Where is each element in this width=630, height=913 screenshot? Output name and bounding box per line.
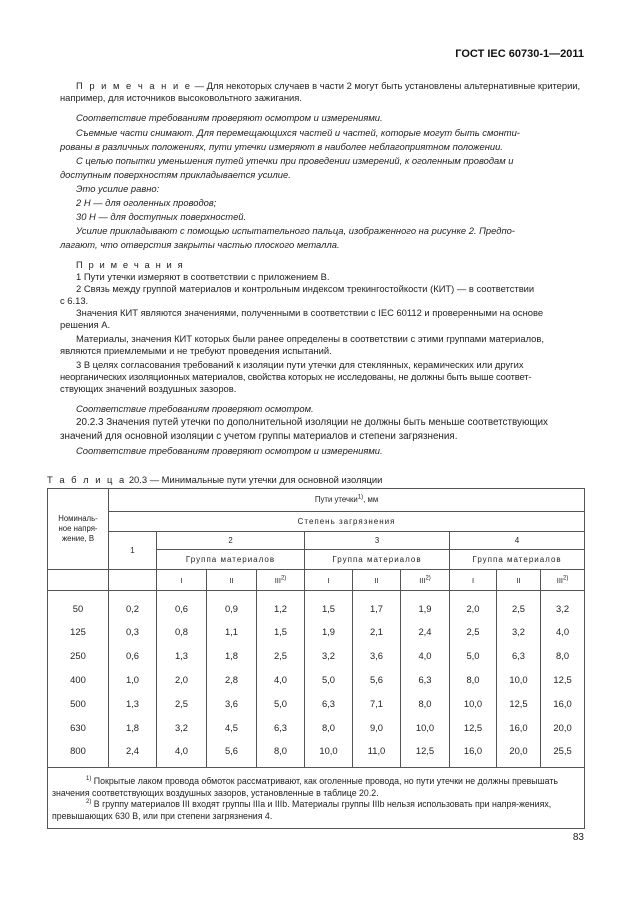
paragraph: Соответствие требованиям проверяют осмотром. xyxy=(76,403,314,414)
value-cell: 1,9 xyxy=(401,591,450,620)
notes-title: П р и м е ч а н и я xyxy=(76,259,185,270)
footnote-ref: 2) xyxy=(425,575,431,581)
group-iii-header xyxy=(401,570,450,591)
value-cell: 11,0 xyxy=(353,740,401,768)
value-cell: 1,8 xyxy=(109,716,157,740)
value-cell: 1,8 xyxy=(207,644,257,668)
table-row xyxy=(48,716,585,740)
value-cell: 0,9 xyxy=(207,591,257,620)
note-line: например, для источников высоковольтного зажигания. xyxy=(60,92,302,103)
table-row xyxy=(48,668,585,692)
note-text: — Для некоторых случаев в части 2 могут быть установлены альтернативные критерии, xyxy=(192,80,581,91)
value-cell: 3,6 xyxy=(353,644,401,668)
value-cell: 1,5 xyxy=(257,620,305,644)
value-cell: 2,5 xyxy=(157,692,207,716)
voltage-cell: 400 xyxy=(48,668,109,692)
header-spacer xyxy=(109,570,157,591)
voltage-cell: 50 xyxy=(48,591,109,620)
value-cell: 5,6 xyxy=(207,740,257,768)
value-cell: 4,0 xyxy=(157,740,207,768)
note-item: неорганических изоляционных материалов, свойства которых не исследованы, не должны быть выше соответ- xyxy=(60,371,532,382)
group-ii-header: II xyxy=(497,570,541,591)
value-cell: 2,1 xyxy=(353,620,401,644)
note-item: Материалы, значения КИТ которых были ранее определены в соответствии с этими группами материалов, xyxy=(76,333,544,344)
value-cell: 16,0 xyxy=(450,740,497,768)
value-cell: 2,5 xyxy=(257,644,305,668)
note-label: П р и м е ч а н и е xyxy=(76,80,193,91)
page-number: 83 xyxy=(572,832,584,843)
value-cell: 16,0 xyxy=(497,716,541,740)
paragraph: Это усилие равно: xyxy=(76,183,160,194)
value-cell: 6,3 xyxy=(401,668,450,692)
value-cell: 12,5 xyxy=(401,740,450,768)
value-cell: 5,6 xyxy=(353,668,401,692)
pollution-degree-3: 3 xyxy=(305,532,450,550)
footnote-mark: 2) xyxy=(86,799,92,806)
value-cell: 0,6 xyxy=(109,644,157,668)
value-cell: 3,2 xyxy=(541,591,585,620)
group-i-header: I xyxy=(305,570,353,591)
paragraph: 2 Н — для оголенных проводов; xyxy=(76,197,217,208)
value-cell: 2,5 xyxy=(497,591,541,620)
paragraph: 20.2.3 Значения путей утечки по дополнительной изоляции не должны быть меньше соответствующих xyxy=(76,417,548,428)
note-item: решения А. xyxy=(60,319,111,330)
paragraph: Съемные части снимают. Для перемещающихся частей и частей, которые могут быть смонти- xyxy=(76,127,520,138)
value-cell: 4,0 xyxy=(401,644,450,668)
group-i-header: I xyxy=(450,570,497,591)
value-cell: 1,5 xyxy=(305,591,353,620)
value-cell: 0,3 xyxy=(109,620,157,644)
value-cell: 1,2 xyxy=(257,591,305,620)
table-row xyxy=(48,644,585,668)
note-item: Значения КИТ являются значениями, полученными в соответствии с IEC 60112 и проверенными на основе xyxy=(76,307,544,318)
note-item: ствующих значений воздушных зазоров. xyxy=(60,383,237,394)
value-cell: 2,0 xyxy=(450,591,497,620)
value-cell: 8,0 xyxy=(541,644,585,668)
voltage-cell: 800 xyxy=(48,740,109,768)
value-cell: 1,7 xyxy=(353,591,401,620)
value-cell: 6,3 xyxy=(305,692,353,716)
header-spacer xyxy=(48,570,109,591)
pollution-degree-2: 2 xyxy=(157,532,305,550)
value-cell: 4,5 xyxy=(207,716,257,740)
group-iii-label: III xyxy=(419,575,426,585)
value-cell: 7,1 xyxy=(353,692,401,716)
footnote-1 xyxy=(52,776,580,799)
value-cell: 8,0 xyxy=(401,692,450,716)
value-cell: 2,0 xyxy=(157,668,207,692)
table-row xyxy=(48,620,585,644)
creepage-table xyxy=(47,488,585,829)
value-cell: 1,0 xyxy=(109,668,157,692)
value-cell: 12,5 xyxy=(450,716,497,740)
footnote-ref: 2) xyxy=(563,575,569,581)
value-cell: 3,2 xyxy=(305,644,353,668)
paragraph: 30 Н — для доступных поверхностей. xyxy=(76,211,247,222)
creepage-header xyxy=(109,489,585,512)
paragraph: С целью попытки уменьшения путей утечки при проведении измерений, к оголенным проводам и xyxy=(76,155,514,166)
footnote-ref: 1) xyxy=(357,494,364,501)
paragraph: доступным поверхностям прикладывается усилие. xyxy=(60,169,291,180)
value-cell: 20,0 xyxy=(497,740,541,768)
footnote-ref: 2) xyxy=(280,575,287,581)
value-cell: 12,5 xyxy=(497,692,541,716)
group-iii-label: III xyxy=(274,575,281,585)
material-group-header: Группа материалов xyxy=(157,550,305,570)
value-cell: 16,0 xyxy=(541,692,585,716)
group-ii-header: II xyxy=(353,570,401,591)
voltage-cell: 500 xyxy=(48,692,109,716)
value-cell: 10,0 xyxy=(305,740,353,768)
value-cell: 1,3 xyxy=(109,692,157,716)
table-caption xyxy=(47,474,382,485)
note-item: 1 Пути утечки измеряют в соответствии с приложением В. xyxy=(76,271,330,282)
voltage-cell: 125 xyxy=(48,620,109,644)
value-cell: 1,3 xyxy=(157,644,207,668)
value-cell: 3,2 xyxy=(157,716,207,740)
note-item: с 6.13. xyxy=(60,295,89,306)
paragraph: Соответствие требованиям проверяют осмотром и измерениями. xyxy=(76,112,383,123)
table-caption-text: 20.3 — Минимальные пути утечки для основной изоляции xyxy=(126,474,383,485)
value-cell: 8,0 xyxy=(450,668,497,692)
value-cell: 1,9 xyxy=(305,620,353,644)
value-cell: 25,5 xyxy=(541,740,585,768)
value-cell: 1,1 xyxy=(207,620,257,644)
value-cell: 0,2 xyxy=(109,591,157,620)
value-cell: 12,5 xyxy=(541,668,585,692)
value-cell: 4,0 xyxy=(257,668,305,692)
value-cell: 2,5 xyxy=(450,620,497,644)
footnote-mark: 1) xyxy=(86,776,92,783)
material-group-header: Группа материалов xyxy=(305,550,450,570)
value-cell: 10,0 xyxy=(497,668,541,692)
group-ii-header: II xyxy=(207,570,257,591)
note-item: 3 В целях согласования требований к изоляции пути утечки для стеклянных, керамических или других xyxy=(76,359,524,370)
value-cell: 2,8 xyxy=(207,668,257,692)
footnote-text: Покрытые лаком провода обмоток рассматривают, как оголенные провода, но пути утечки не должны превышать значения соответствующих воздушных зазоров, установленные в таблице 20.2. xyxy=(52,776,558,798)
value-cell: 2,4 xyxy=(109,740,157,768)
document-header: ГОСТ IEC 60730-1—2011 xyxy=(455,48,584,60)
paragraph: Соответствие требованиям проверяют осмотром и измерениями. xyxy=(76,445,383,456)
pollution-degree-1: 1 xyxy=(109,532,157,570)
value-cell: 9,0 xyxy=(353,716,401,740)
table-row xyxy=(48,740,585,768)
voltage-cell: 630 xyxy=(48,716,109,740)
note-item: 2 Связь между группой материалов и контрольным индексом трекингостойкости (КИТ) — в соответствии xyxy=(76,283,535,294)
value-cell: 6,3 xyxy=(257,716,305,740)
value-cell: 5,0 xyxy=(305,668,353,692)
value-cell: 4,0 xyxy=(541,620,585,644)
creepage-unit: , мм xyxy=(363,495,379,504)
value-cell: 8,0 xyxy=(257,740,305,768)
value-cell: 0,8 xyxy=(157,620,207,644)
table-caption-label: Т а б л и ц а xyxy=(47,474,127,485)
voltage-cell: 250 xyxy=(48,644,109,668)
paragraph: Усилие прикладывают с помощью испытательного пальца, изображенного на рисунке 2. Предпо- xyxy=(76,225,515,236)
paragraph: рованы в различных положениях, пути утечки измеряют в наиболее неблагоприятном положении. xyxy=(60,141,503,152)
pollution-degree-header: Степень загрязнения xyxy=(109,512,585,532)
table-row xyxy=(48,692,585,716)
group-iii-header xyxy=(541,570,585,591)
pollution-degree-4: 4 xyxy=(450,532,585,550)
rated-voltage-header: Номиналь- ное напря- жение, В xyxy=(48,489,109,570)
value-cell: 3,6 xyxy=(207,692,257,716)
value-cell: 10,0 xyxy=(450,692,497,716)
note-item: являются приемлемыми и не требуют проведения испытаний. xyxy=(60,345,332,356)
footnote-2 xyxy=(52,799,580,822)
creepage-header-text: Пути утечки xyxy=(314,495,358,504)
value-cell: 20,0 xyxy=(541,716,585,740)
group-iii-header xyxy=(257,570,305,591)
paragraph: значений для основной изоляции с учетом группы материалов и степени загрязнения. xyxy=(60,431,458,442)
footnote-text: В группу материалов III входят группы IIIa и IIIb. Материалы группы IIIb нельзя использовать при напря-жениях, превышающих 630 В, или при степени загрязнения 4. xyxy=(52,799,552,821)
value-cell: 10,0 xyxy=(401,716,450,740)
value-cell: 5,0 xyxy=(257,692,305,716)
value-cell: 5,0 xyxy=(450,644,497,668)
table-footnotes xyxy=(48,768,585,829)
value-cell: 6,3 xyxy=(497,644,541,668)
value-cell: 3,2 xyxy=(497,620,541,644)
group-iii-label: III xyxy=(556,575,563,585)
note-line xyxy=(60,80,584,92)
group-i-header: I xyxy=(157,570,207,591)
value-cell: 2,4 xyxy=(401,620,450,644)
value-cell: 0,6 xyxy=(157,591,207,620)
table-row xyxy=(48,591,585,620)
value-cell: 8,0 xyxy=(305,716,353,740)
material-group-header: Группа материалов xyxy=(450,550,585,570)
paragraph: лагают, что отверстия закрыты частью плоского металла. xyxy=(60,239,340,250)
